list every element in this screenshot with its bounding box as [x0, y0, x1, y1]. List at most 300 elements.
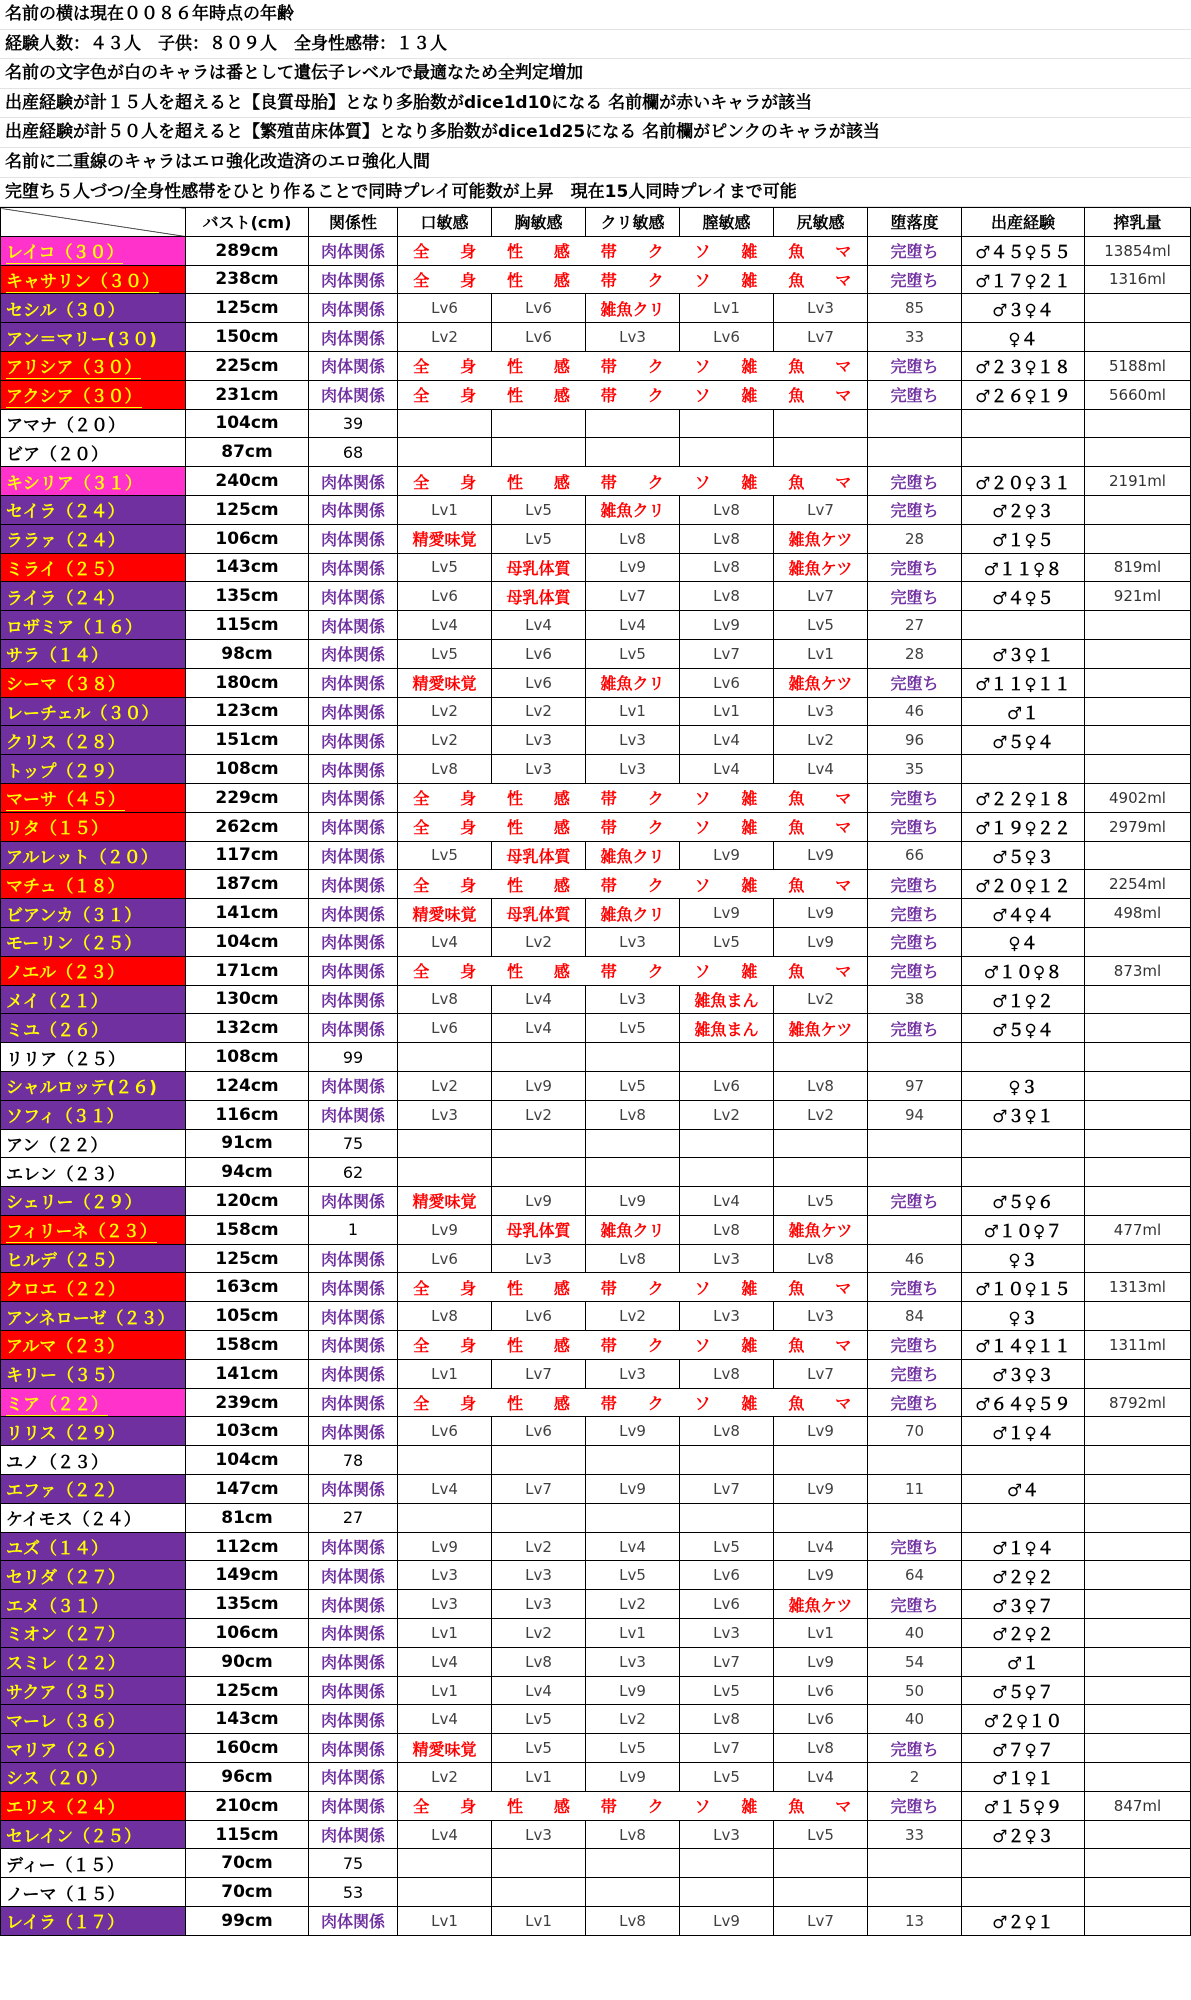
milk-amount	[1085, 1503, 1191, 1532]
character-name-text: ディー（１５）	[6, 1855, 124, 1876]
relationship: 1	[309, 1215, 398, 1244]
fall-degree: 完堕ち	[868, 956, 962, 985]
fall-degree	[868, 409, 962, 438]
character-name	[1, 438, 186, 467]
fall-degree: 完堕ち	[868, 927, 962, 956]
sensitivity-cell: Lv3	[492, 1244, 586, 1273]
full-body-char: ク	[647, 962, 665, 982]
character-name-text: クロエ（２２）	[6, 1279, 125, 1300]
sensitivity-cell: Lv5	[492, 1705, 586, 1734]
milk-amount: 819ml	[1085, 553, 1191, 582]
sensitivity-cell: Lv1	[398, 495, 492, 524]
sensitivity-cell: Lv4	[680, 755, 774, 784]
sensitivity-cell: Lv2	[774, 985, 868, 1014]
full-body-char: 性	[506, 1278, 524, 1298]
sensitivity-cell	[492, 1043, 586, 1072]
sensitivity-cell: Lv2	[398, 726, 492, 755]
full-body-char: 性	[506, 242, 524, 262]
milk-amount	[1085, 1014, 1191, 1043]
sensitivity-cell: Lv2	[398, 323, 492, 352]
fall-degree	[868, 1446, 962, 1475]
bust-size: 143cm	[186, 553, 309, 582]
sensitivity-cell: 雑魚クリ	[586, 899, 680, 928]
full-body-char: 感	[553, 1394, 571, 1414]
sensitivity-cell	[398, 409, 492, 438]
sensitivity-cell: 精愛味覚	[398, 668, 492, 697]
sensitivity-cell: Lv9	[398, 1532, 492, 1561]
character-name	[1, 409, 186, 438]
sensitivity-cell: Lv3	[586, 985, 680, 1014]
character-name	[1, 1561, 186, 1590]
sensitivity-cell: Lv9	[492, 1187, 586, 1216]
sensitivity-cell: Lv6	[492, 294, 586, 323]
full-body-char: 性	[506, 472, 524, 492]
sensitivity-cell: 雑魚まん	[680, 985, 774, 1014]
full-body-char: 感	[553, 270, 571, 290]
full-body-erogenous	[398, 1331, 868, 1360]
full-body-char: 雑	[741, 1336, 758, 1356]
sensitivity-cell	[774, 438, 868, 467]
relationship: 肉体関係	[309, 927, 398, 956]
sensitivity-cell: 母乳体質	[492, 1215, 586, 1244]
sensitivity-cell: Lv4	[398, 611, 492, 640]
relationship: 53	[309, 1878, 398, 1907]
full-body-char: 帯	[600, 818, 618, 838]
full-body-char: 性	[506, 962, 524, 982]
fall-degree: 完堕ち	[868, 1014, 962, 1043]
bust-size: 99cm	[186, 1907, 309, 1936]
full-body-char: 性	[506, 875, 524, 895]
birth-record: ♂２♀２	[962, 1561, 1085, 1590]
sensitivity-cell: Lv2	[492, 1532, 586, 1561]
sensitivity-cell: Lv4	[398, 1820, 492, 1849]
bust-size: 115cm	[186, 611, 309, 640]
milk-amount	[1085, 1043, 1191, 1072]
table-row	[1, 668, 1191, 697]
sensitivity-cell: Lv7	[680, 1734, 774, 1763]
milk-amount: 4902ml	[1085, 783, 1191, 812]
bust-size: 106cm	[186, 1619, 309, 1648]
table-row	[1, 1561, 1191, 1590]
header-chest: 胸敏感	[492, 208, 586, 237]
relationship: 39	[309, 409, 398, 438]
sensitivity-cell: Lv8	[586, 524, 680, 553]
bust-size: 130cm	[186, 985, 309, 1014]
fall-degree	[868, 1158, 962, 1187]
bust-size: 225cm	[186, 351, 309, 380]
full-body-erogenous	[398, 1273, 868, 1302]
character-name	[1, 1359, 186, 1388]
birth-record: ♂２♀２	[962, 1619, 1085, 1648]
table-row	[1, 1763, 1191, 1792]
full-body-char: 身	[460, 270, 477, 290]
relationship: 肉体関係	[309, 870, 398, 899]
character-name-text: マリア（２６）	[6, 1740, 125, 1761]
sensitivity-cell: Lv2	[586, 1705, 680, 1734]
full-body-char: 魚	[788, 357, 805, 377]
birth-record	[962, 1043, 1085, 1072]
relationship: 肉体関係	[309, 1187, 398, 1216]
fall-degree: 94	[868, 1100, 962, 1129]
birth-record	[962, 755, 1085, 784]
sensitivity-cell: Lv9	[680, 841, 774, 870]
sensitivity-cell: Lv9	[774, 1647, 868, 1676]
full-body-char: 感	[553, 818, 571, 838]
birth-record: ♂１♀４	[962, 1532, 1085, 1561]
character-name	[1, 1619, 186, 1648]
relationship: 肉体関係	[309, 351, 398, 380]
bust-size: 229cm	[186, 783, 309, 812]
milk-amount	[1085, 294, 1191, 323]
relationship: 肉体関係	[309, 1100, 398, 1129]
character-name-text: セシル（３０）	[6, 300, 125, 321]
relationship: 肉体関係	[309, 1734, 398, 1763]
table-row	[1, 1417, 1191, 1446]
character-name-text: リリア（２５）	[6, 1049, 125, 1070]
bust-size: 104cm	[186, 927, 309, 956]
sensitivity-cell: Lv8	[774, 1244, 868, 1273]
sensitivity-cell: Lv9	[774, 899, 868, 928]
character-name-text: レーチェル（３０）	[6, 703, 159, 724]
character-name	[1, 697, 186, 726]
character-name	[1, 841, 186, 870]
bust-size: 231cm	[186, 380, 309, 409]
table-row	[1, 1446, 1191, 1475]
sensitivity-cell: Lv9	[492, 1071, 586, 1100]
birth-record	[962, 1849, 1085, 1878]
fall-degree	[868, 438, 962, 467]
full-body-erogenous	[398, 956, 868, 985]
bust-size: 239cm	[186, 1388, 309, 1417]
sensitivity-cell: 雑魚ケツ	[774, 1014, 868, 1043]
fall-degree: 完堕ち	[868, 668, 962, 697]
note-line: 経験人数：４３人 子供：８０９人 全身性感帯：１３人	[0, 30, 1191, 60]
sensitivity-cell: Lv5	[680, 927, 774, 956]
bust-size: 151cm	[186, 726, 309, 755]
sensitivity-cell: Lv2	[774, 1100, 868, 1129]
full-body-char: マ	[835, 789, 852, 809]
table-row	[1, 611, 1191, 640]
sensitivity-cell: Lv2	[586, 1590, 680, 1619]
notes-block	[0, 0, 1191, 207]
relationship: 肉体関係	[309, 841, 398, 870]
full-body-char: ソ	[694, 818, 712, 838]
bust-size: 96cm	[186, 1763, 309, 1792]
note-line: 名前の横は現在００８６年時点の年齢	[0, 0, 1191, 30]
full-body-char: 感	[553, 875, 571, 895]
birth-record: ♀３	[962, 1071, 1085, 1100]
sensitivity-cell: Lv6	[492, 323, 586, 352]
sensitivity-cell: 雑魚クリ	[586, 294, 680, 323]
bust-size: 120cm	[186, 1187, 309, 1216]
milk-amount	[1085, 927, 1191, 956]
fall-degree: 完堕ち	[868, 1273, 962, 1302]
full-body-char: 性	[506, 386, 524, 406]
fall-degree: 完堕ち	[868, 582, 962, 611]
sensitivity-cell: Lv5	[774, 1820, 868, 1849]
sensitivity-cell: Lv8	[680, 524, 774, 553]
relationship: 肉体関係	[309, 985, 398, 1014]
bust-size: 158cm	[186, 1215, 309, 1244]
relationship: 肉体関係	[309, 1475, 398, 1504]
full-body-char: ソ	[694, 1394, 712, 1414]
full-body-char: 魚	[788, 1394, 805, 1414]
sensitivity-cell: Lv9	[774, 1475, 868, 1504]
character-name-text: シェリー（２９）	[6, 1193, 142, 1214]
sensitivity-cell: Lv7	[586, 582, 680, 611]
birth-record: ♂５♀６	[962, 1187, 1085, 1216]
full-body-char: 性	[506, 357, 524, 377]
sensitivity-cell: Lv4	[680, 1187, 774, 1216]
full-body-char: 性	[506, 1394, 524, 1414]
bust-size: 116cm	[186, 1100, 309, 1129]
table-row	[1, 553, 1191, 582]
full-body-char: 帯	[600, 1278, 618, 1298]
fall-degree	[868, 1043, 962, 1072]
milk-amount	[1085, 524, 1191, 553]
sensitivity-cell	[680, 438, 774, 467]
birth-record: ♂１♀４	[962, 1417, 1085, 1446]
full-body-char: 魚	[788, 1278, 805, 1298]
full-body-char: 全	[413, 472, 430, 492]
sensitivity-cell	[398, 1129, 492, 1158]
fall-degree: 54	[868, 1647, 962, 1676]
sensitivity-cell: Lv7	[774, 1907, 868, 1936]
milk-amount	[1085, 1619, 1191, 1648]
sensitivity-cell: Lv9	[586, 1763, 680, 1792]
character-name-text: アルレット（２０）	[6, 847, 158, 868]
sensitivity-cell: Lv2	[492, 697, 586, 726]
table-row	[1, 1849, 1191, 1878]
sensitivity-cell: 雑魚クリ	[586, 841, 680, 870]
sensitivity-cell	[586, 409, 680, 438]
birth-record: ♂１７♀２１	[962, 265, 1085, 294]
table-row	[1, 1158, 1191, 1187]
full-body-char: 魚	[788, 472, 805, 492]
milk-amount: 873ml	[1085, 956, 1191, 985]
bust-size: 70cm	[186, 1878, 309, 1907]
sensitivity-cell: Lv5	[398, 553, 492, 582]
full-body-char: 雑	[741, 962, 758, 982]
relationship: 68	[309, 438, 398, 467]
full-body-char: ソ	[694, 357, 712, 377]
table-row	[1, 927, 1191, 956]
character-name	[1, 323, 186, 352]
milk-amount: 13854ml	[1085, 236, 1191, 265]
full-body-char: 帯	[600, 789, 618, 809]
sensitivity-cell: Lv3	[586, 755, 680, 784]
sensitivity-cell: Lv7	[680, 1475, 774, 1504]
milk-amount: 2191ml	[1085, 467, 1191, 496]
milk-amount: 498ml	[1085, 899, 1191, 928]
table-row	[1, 985, 1191, 1014]
table-row	[1, 639, 1191, 668]
character-name	[1, 1244, 186, 1273]
character-name-text: ロザミア（１６）	[6, 617, 142, 638]
bust-size: 104cm	[186, 409, 309, 438]
fall-degree: 完堕ち	[868, 380, 962, 409]
relationship: 肉体関係	[309, 524, 398, 553]
sensitivity-cell	[680, 1878, 774, 1907]
full-body-char: 魚	[788, 962, 805, 982]
note-line: 出産経験が計５０人を超えると【繁殖苗床体質】となり多胎数がdice1d25になる 名前欄がピンクのキャラが該当	[0, 118, 1191, 148]
relationship: 62	[309, 1158, 398, 1187]
table-row	[1, 697, 1191, 726]
sensitivity-cell: Lv4	[492, 985, 586, 1014]
full-body-char: ク	[647, 1278, 665, 1298]
birth-record: ♂２３♀１８	[962, 351, 1085, 380]
sensitivity-cell: 雑魚ケツ	[774, 1590, 868, 1619]
sensitivity-cell	[398, 1849, 492, 1878]
bust-size: 91cm	[186, 1129, 309, 1158]
table-row	[1, 755, 1191, 784]
table-row	[1, 1129, 1191, 1158]
bust-size: 135cm	[186, 582, 309, 611]
birth-record: ♀４	[962, 323, 1085, 352]
full-body-char: 全	[413, 1797, 430, 1817]
fall-degree: 50	[868, 1676, 962, 1705]
full-body-erogenous	[398, 351, 868, 380]
sensitivity-cell: Lv4	[586, 611, 680, 640]
relationship: 肉体関係	[309, 1359, 398, 1388]
full-body-char: 帯	[600, 1394, 618, 1414]
sensitivity-cell: Lv3	[680, 1302, 774, 1331]
sensitivity-cell: Lv8	[680, 1705, 774, 1734]
character-name	[1, 1734, 186, 1763]
full-body-char: 魚	[788, 875, 805, 895]
milk-amount	[1085, 1475, 1191, 1504]
sensitivity-cell: Lv5	[774, 1187, 868, 1216]
sensitivity-cell: Lv4	[586, 1532, 680, 1561]
table-row	[1, 1647, 1191, 1676]
sensitivity-cell: Lv2	[774, 726, 868, 755]
sensitivity-cell: Lv6	[492, 1417, 586, 1446]
birth-record: ♂１♀２	[962, 985, 1085, 1014]
character-name-text: ミア（２２）	[6, 1395, 108, 1417]
character-name-text: アン＝マリー(３０)	[6, 329, 157, 350]
birth-record: ♂１♀１	[962, 1763, 1085, 1792]
character-name	[1, 1878, 186, 1907]
full-body-char: 身	[460, 1797, 477, 1817]
header-birth: 出産経験	[962, 208, 1085, 237]
bust-size: 98cm	[186, 639, 309, 668]
fall-degree	[868, 1215, 962, 1244]
full-body-char: 魚	[788, 789, 805, 809]
fall-degree: 40	[868, 1705, 962, 1734]
birth-record	[962, 1503, 1085, 1532]
sensitivity-cell: Lv3	[680, 1244, 774, 1273]
full-body-char: 全	[413, 270, 430, 290]
sensitivity-cell: Lv5	[586, 639, 680, 668]
sensitivity-cell: Lv5	[680, 1676, 774, 1705]
sensitivity-cell: Lv7	[774, 582, 868, 611]
sensitivity-cell: Lv9	[398, 1215, 492, 1244]
note-line: 名前の文字色が白のキャラは番として遺伝子レベルで最適なため全判定増加	[0, 59, 1191, 89]
full-body-char: 性	[506, 789, 524, 809]
bust-size: 163cm	[186, 1273, 309, 1302]
milk-amount	[1085, 1849, 1191, 1878]
full-body-char: ク	[647, 875, 665, 895]
sensitivity-cell: Lv6	[492, 668, 586, 697]
table-row	[1, 1100, 1191, 1129]
sensitivity-cell	[680, 1158, 774, 1187]
sensitivity-cell: 母乳体質	[492, 553, 586, 582]
sensitivity-cell: 雑魚クリ	[586, 1215, 680, 1244]
full-body-char: 全	[413, 357, 430, 377]
sensitivity-cell: Lv3	[586, 1647, 680, 1676]
table-row	[1, 1273, 1191, 1302]
full-body-char: 感	[553, 1336, 571, 1356]
sensitivity-cell: Lv3	[586, 323, 680, 352]
character-name-text: ミオン（２７）	[6, 1625, 125, 1646]
bust-size: 180cm	[186, 668, 309, 697]
full-body-char: ソ	[694, 1797, 712, 1817]
bust-size: 87cm	[186, 438, 309, 467]
table-row	[1, 1878, 1191, 1907]
bust-size: 150cm	[186, 323, 309, 352]
fall-degree	[868, 1849, 962, 1878]
sensitivity-cell: Lv4	[680, 726, 774, 755]
character-name-text: シャルロッテ(２６)	[6, 1078, 157, 1099]
sensitivity-cell: 母乳体質	[492, 899, 586, 928]
birth-record: ♂２２♀１８	[962, 783, 1085, 812]
bust-size: 187cm	[186, 870, 309, 899]
note-line: 完堕ち５人づつ/全身性感帯をひとり作ることで同時プレイ可能数が上昇 現在15人同時プレイまで可能	[0, 178, 1191, 208]
full-body-char: 帯	[600, 472, 618, 492]
character-name-text: リリス（２９）	[6, 1423, 125, 1444]
sensitivity-cell: Lv1	[492, 1763, 586, 1792]
table-row	[1, 1014, 1191, 1043]
bust-size: 141cm	[186, 899, 309, 928]
bust-size: 160cm	[186, 1734, 309, 1763]
full-body-char: 雑	[741, 1278, 758, 1298]
character-name	[1, 870, 186, 899]
full-body-char: ソ	[694, 472, 712, 492]
character-name-text: フィリーネ（２３）	[6, 1222, 157, 1244]
table-row	[1, 380, 1191, 409]
table-row	[1, 265, 1191, 294]
birth-record: ♂４５♀５５	[962, 236, 1085, 265]
character-name-text: キシリア（３１）	[6, 473, 142, 494]
full-body-char: 雑	[741, 875, 758, 895]
character-name	[1, 985, 186, 1014]
birth-record: ♂２０♀１２	[962, 870, 1085, 899]
table-row	[1, 1244, 1191, 1273]
relationship: 肉体関係	[309, 956, 398, 985]
full-body-char: マ	[835, 472, 852, 492]
character-name-text: マーレ（３６）	[6, 1711, 125, 1732]
bust-size: 115cm	[186, 1820, 309, 1849]
fall-degree: 完堕ち	[868, 783, 962, 812]
sensitivity-cell	[774, 1129, 868, 1158]
sensitivity-cell: Lv4	[492, 1676, 586, 1705]
full-body-char: 身	[460, 357, 477, 377]
table-row	[1, 1388, 1191, 1417]
sensitivity-cell	[586, 1878, 680, 1907]
sensitivity-cell: Lv9	[586, 1475, 680, 1504]
sensitivity-cell	[586, 1129, 680, 1158]
sensitivity-cell: Lv3	[492, 1590, 586, 1619]
character-name	[1, 783, 186, 812]
full-body-char: ク	[647, 242, 665, 262]
full-body-char: 身	[460, 1336, 477, 1356]
sensitivity-cell: Lv7	[680, 639, 774, 668]
fall-degree: 35	[868, 755, 962, 784]
birth-record: ♂３♀１	[962, 639, 1085, 668]
sensitivity-cell: Lv9	[586, 1676, 680, 1705]
table-row	[1, 1907, 1191, 1936]
relationship: 肉体関係	[309, 1590, 398, 1619]
